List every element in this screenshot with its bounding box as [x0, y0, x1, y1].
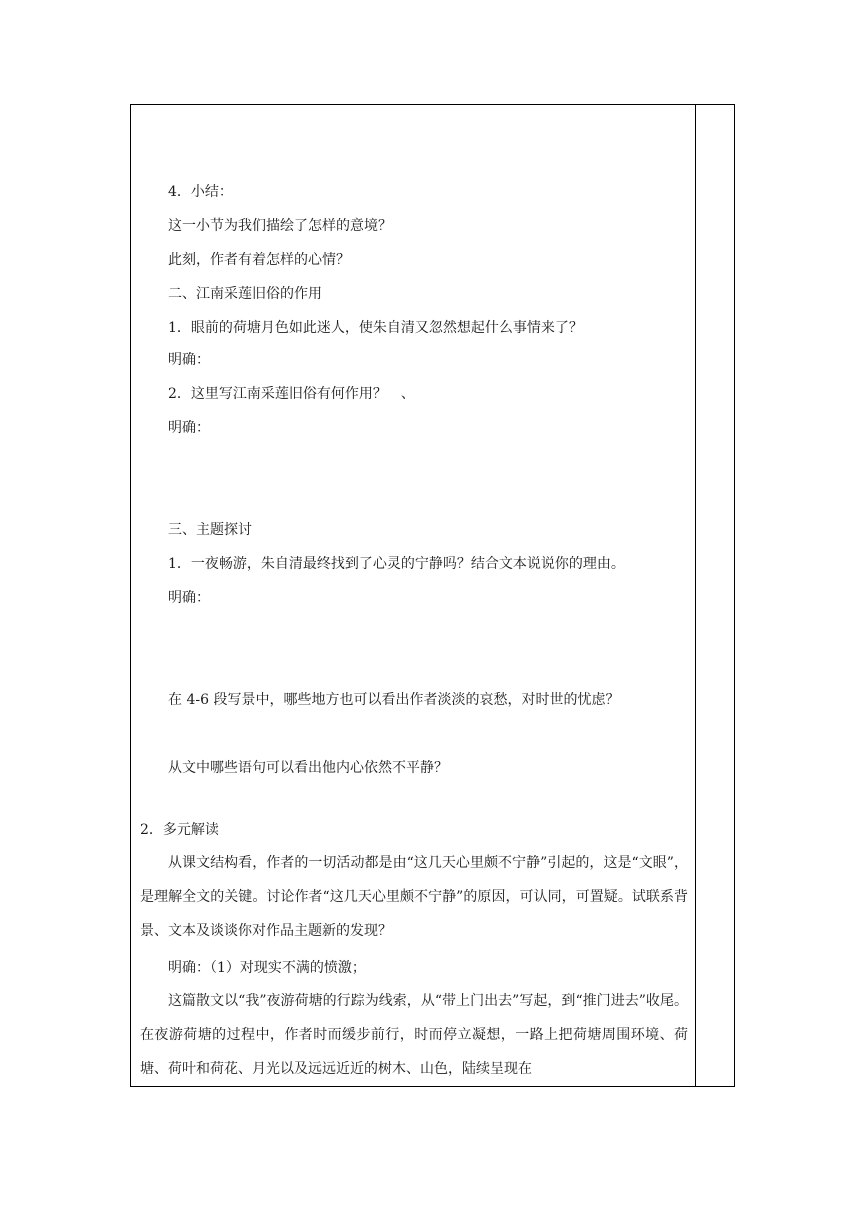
summary-heading: 4．小结： — [168, 184, 233, 200]
section3-answer-1: 明确： — [168, 590, 210, 606]
section3-question-3: 从文中哪些语句可以看出他内心依然不平静？ — [168, 760, 448, 776]
section2-answer-2: 明确： — [168, 420, 210, 436]
section2-answer-1: 明确： — [168, 352, 210, 368]
section2-question-1: 1．眼前的荷塘月色如此迷人，使朱自清又忽然想起什么事情来了？ — [168, 320, 583, 336]
section3-question-1: 1．一夜畅游，朱自清最终找到了心灵的宁静吗？结合文本说说你的理由。 — [168, 556, 625, 572]
multi-reading-paragraph-2: 这篇散文以“我”夜游荷塘的行踪为线索，从“带上门出去”写起，到“推门进去”收尾。在夜游荷塘的过程中，作者时而缓步前行，时而停立凝想，一路上把荷塘周围环境、荷塘、荷叶和荷花、月光以及远远近近的树木、山色，陆续呈现在 — [140, 993, 688, 1077]
summary-question-1: 这一小节为我们描绘了怎样的意境？ — [168, 218, 392, 234]
multi-reading-paragraph: 从课文结构看，作者的一切活动都是由“这几天心里颇不宁静”引起的，这是“文眼”，是理解全文的关键。讨论作者“这几天心里颇不宁静”的原因，可认同，可置疑。试联系背景、文本及谈谈你对作品主题新的发现？ — [140, 855, 688, 939]
summary-question-2: 此刻，作者有着怎样的心情？ — [168, 252, 350, 268]
section2-question-2: 2．这里写江南采莲旧俗有何作用？ 、 — [168, 386, 415, 402]
multi-reading-answer: 明确：（1）对现实不满的愤激； — [168, 960, 366, 976]
section3-heading: 三、主题探讨 — [168, 522, 252, 538]
multi-reading-heading: 2．多元解读 — [140, 822, 219, 838]
section3-question-2: 在 4-6 段写景中，哪些地方也可以看出作者淡淡的哀愁，对时世的忧虑？ — [168, 692, 620, 708]
section2-heading: 二、江南采莲旧俗的作用 — [168, 286, 322, 302]
